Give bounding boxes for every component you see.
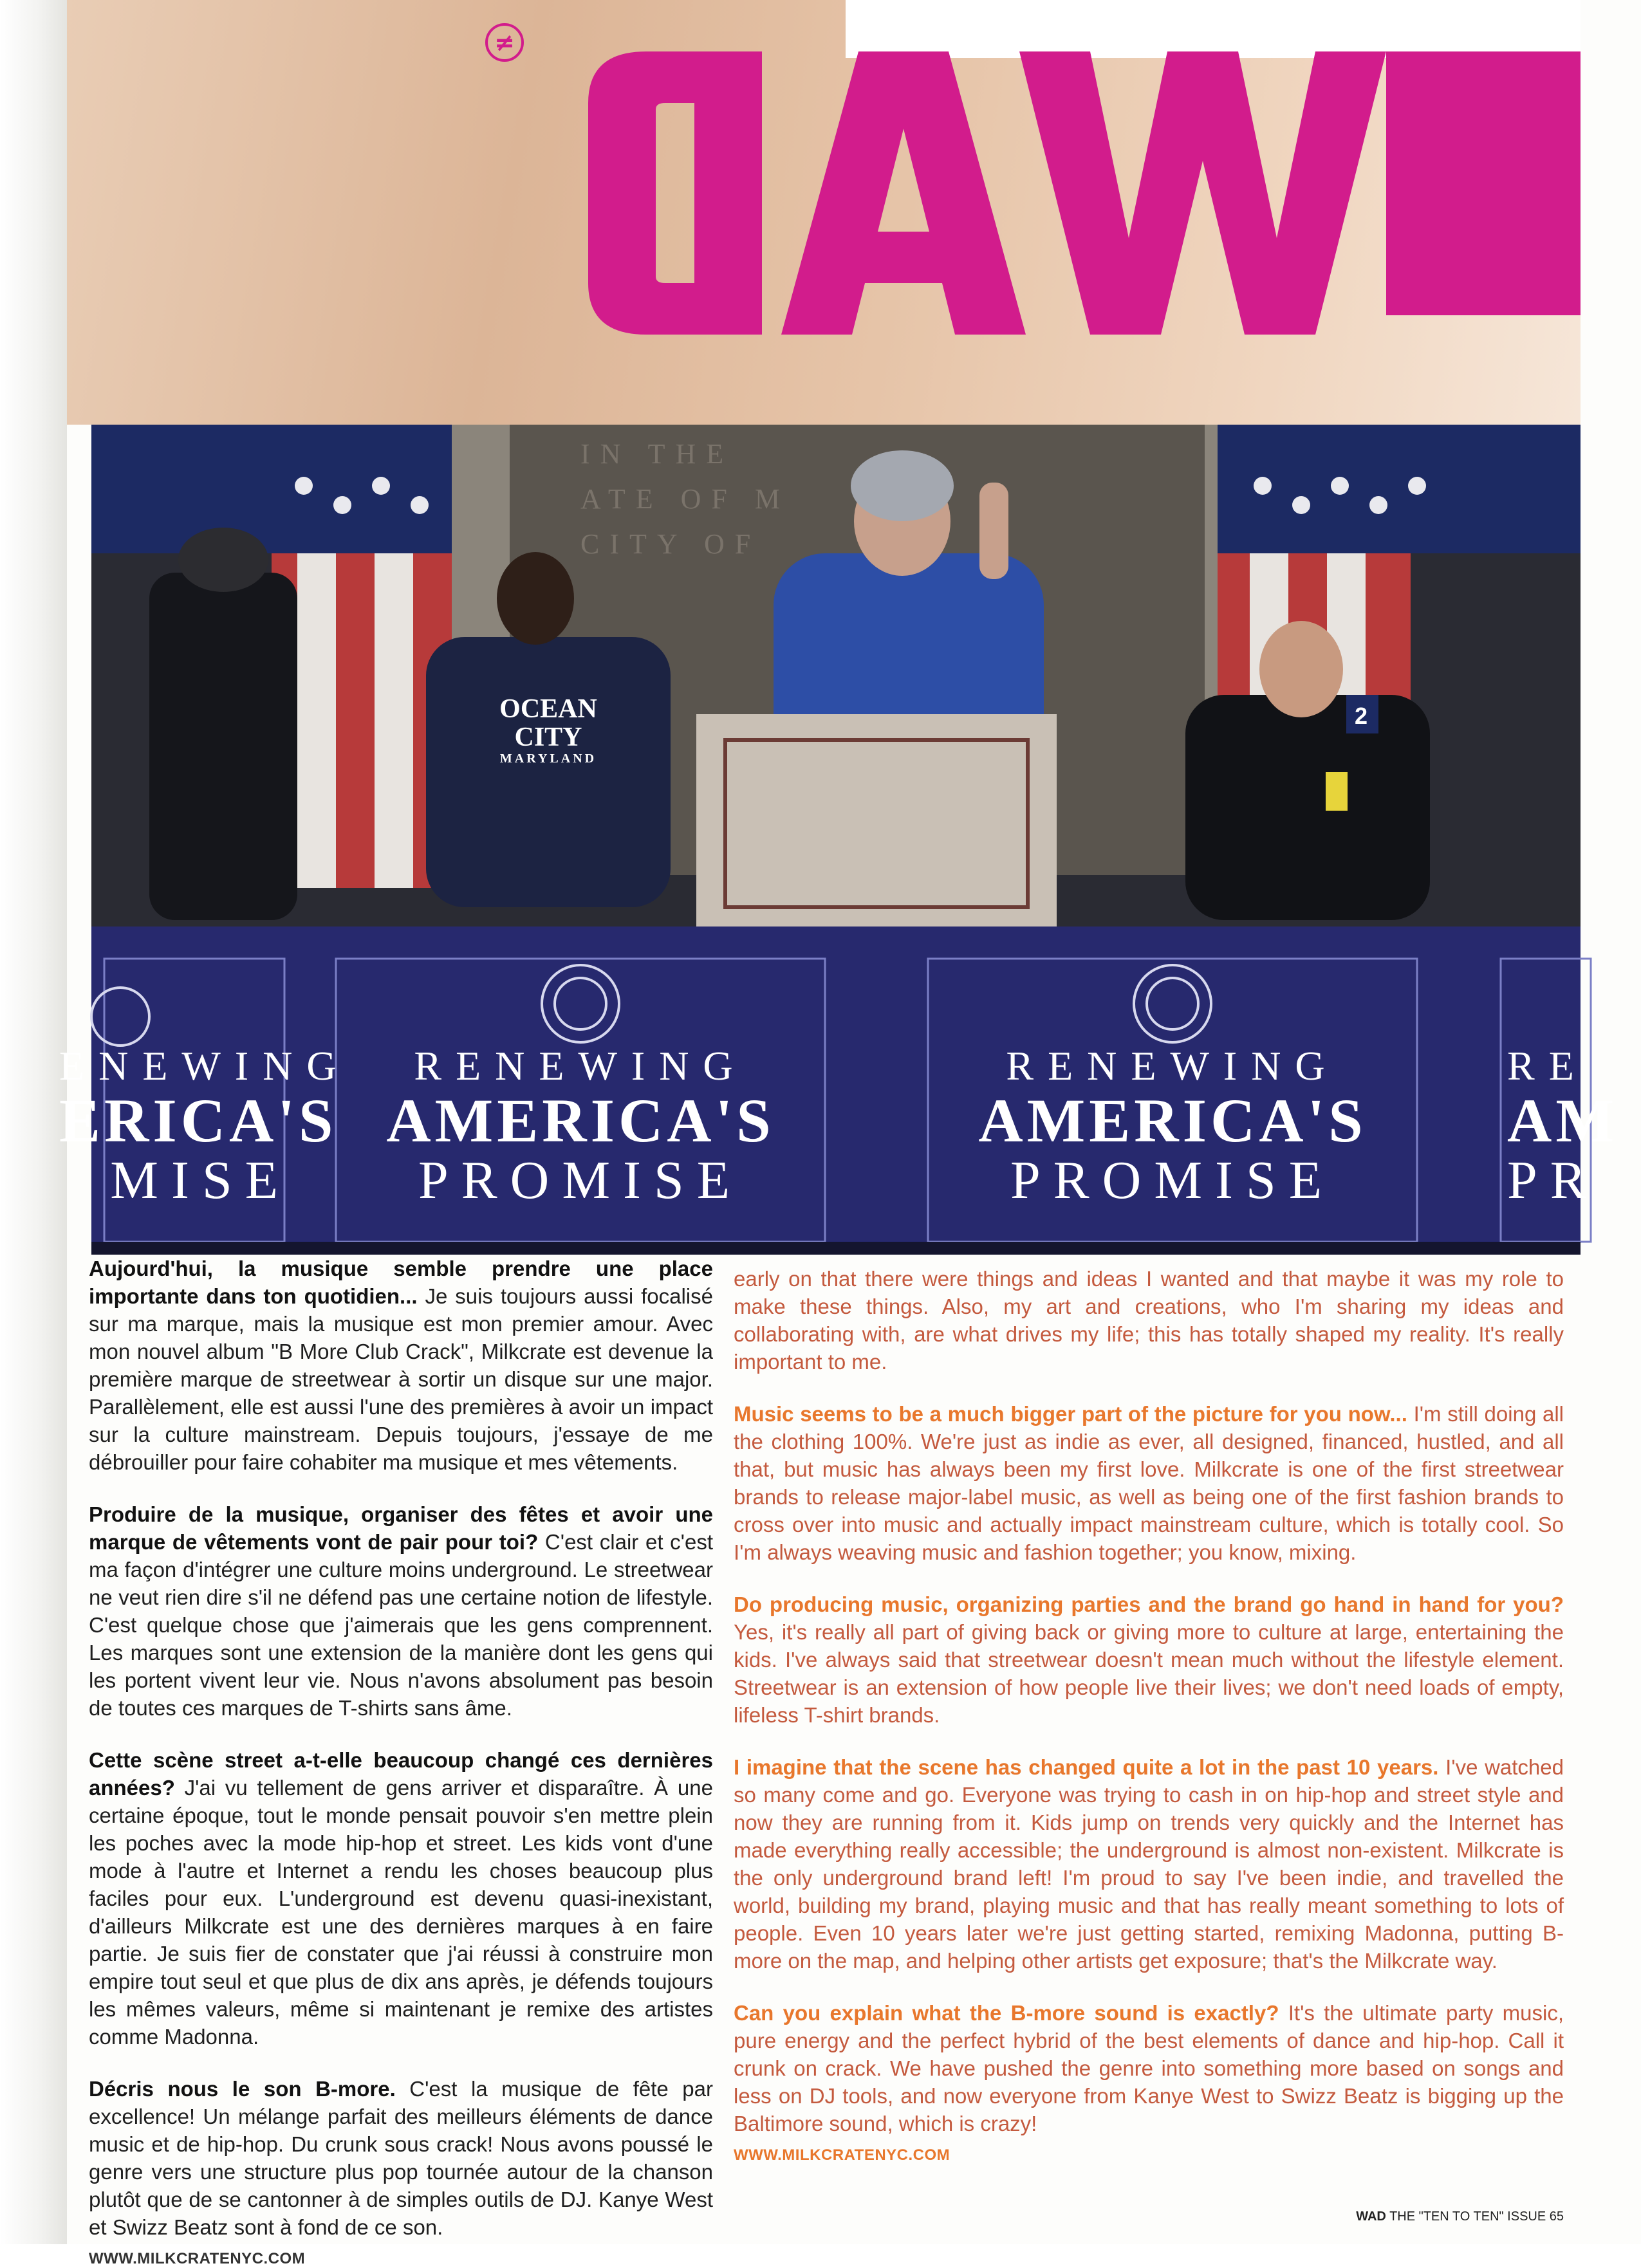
mic-flag-number: 2: [1355, 703, 1368, 729]
interview-answer: C'est clair et c'est ma façon d'intégrer une culture moins underground. Le streetwear ne veut rien dire s'il ne défend pas une certaine notion de lifestyle. C'est quelque chose que j'aimerais que les gens comprennent. Les marques sont une extension de la manière dont les gens qui les portent vivent leur vie. Nous n'avons absolument pas besoin de toutes ces marques de T-shirts sans âme.: [89, 1530, 713, 1720]
interview-section: [734, 1590, 1564, 1729]
article-column-french: [89, 1255, 714, 2267]
interview-answer: It's the ultimate party music, pure energy and the perfect hybrid of the best elements of dance and hip-hop. Call it crunk on crack. We have pushed the genre into something more based on songs and less on DJ tools, and now everyone from Kanye West to Swizz Beatz is bigging up the Baltimore sound, which is crazy!: [734, 2001, 1564, 2135]
interview-question: Music seems to be a much bigger part of the picture for you now...: [734, 1402, 1407, 1426]
interview-question: Décris nous le son B-more.: [89, 2077, 396, 2101]
wad-logo-mirrored-letters: [569, 26, 1581, 341]
interview-section: [89, 2075, 713, 2241]
interview-question: Do producing music, organizing parties and the brand go hand in hand for you?: [734, 1592, 1564, 1616]
interview-answer: I'm still doing all the clothing 100%. We're just as indie as ever, all designed, financed, hustled, and all that, but music has always been my first love. Milkcrate is one of the first streetwear brands to release major-label music, as well as being one of the first fashion brands to cross over into music and actually impact mainstream culture, which is totally cool. So I'm always weaving music and fashion together; you know, mixing.: [734, 1402, 1564, 1564]
registered-mark-icon: ≠: [485, 23, 524, 62]
wall-engraving-line: CITY OF: [580, 528, 761, 560]
interview-question: Aujourd'hui, la musique semble prendre une place importante dans ton quotidien...: [89, 1257, 713, 1308]
interview-section: [89, 1255, 713, 1476]
interview-section: [89, 1500, 713, 1722]
interview-question: I imagine that the scene has changed quite a lot in the past 10 years.: [734, 1755, 1439, 1779]
wall-engraving-line: ATE OF M: [580, 483, 791, 515]
article-column-english: [734, 1255, 1564, 2164]
banner-panel-main: RENEWING AMERICA'S PROMISE: [386, 1043, 775, 1210]
interview-answer: Yes, it's really all part of giving back or giving more to culture at large, entertaining the kids. I've always said that streetwear doesn't mean much without the lifestyle element. Streetwear is an extension of how people live their lives; we don't need loads of empty, lifeless T-shirt brands.: [734, 1620, 1564, 1727]
interview-section: [734, 1999, 1564, 2137]
interview-answer: J'ai vu tellement de gens arriver et disparaître. À une certaine époque, tout le monde pensait pouvoir s'en mettre plein les poches avec la mode hip-hop et street. Les kids vont d'une mode à l'autre et Internet a rendu les choses beaucoup plus faciles pour eux. L'underground est devenu quasi-inexistant, d'ailleurs Milkcrate est une des dernières marques à en faire partie. Je suis fier de constater que j'ai réussi à construire mon empire tout seul et que plus de dix ans après, je défends toujours les mêmes valeurs, même si maintenant je remixe des artistes comme Madonna.: [89, 1776, 713, 2049]
page-binding-edge: [0, 0, 67, 2244]
interview-question: Cette scène street a-t-elle beaucoup changé ces dernières années?: [89, 1748, 713, 1800]
interview-answer: I've watched so many come and go. Everyone was trying to cash in on hip-hop and street style and now they are running from it. Kids jump on trends very quickly and the Internet has made everything really accessible; the underground is almost non-existent. Milkcrate is the only underground brand left! I'm proud to say I've been indie, and travelled the world, building my brand, playing music and that has really meant something to lots of people. Even 10 years later we're just getting started, remixing Madonna, putting B-more on the map, and helping other artists get exposure; that's the Milkcrate way.: [734, 1755, 1564, 1973]
interview-section: [89, 1746, 713, 2051]
interview-answer: Je suis toujours aussi focalisé sur ma marque, mais la musique est mon premier amour. Avec mon nouvel album "B More Club Crack", Milkcrate est devenue la première marque de streetwear à sortir un disque sur une major. Parallèlement, elle est aussi l'une des premières à avoir un impact sur la culture mainstream. Depuis toujours, j'essaye de me débrouiller pour faire cohabiter ma musique et mes vêtements.: [89, 1284, 713, 1474]
banner-panel-cropped-left: ENEWING ERICA'S MISE: [59, 1043, 351, 1210]
interview-intro-continued: early on that there were things and ideas I wanted and that maybe it was my role to make these things. Also, my art and creations, who I'm sharing my ideas and collaborating with, are what drives my life; this has totally shaped my reality. It's really important to me.: [734, 1267, 1564, 1374]
banner-panel-main: RENEWING AMERICA'S PROMISE: [978, 1043, 1367, 1210]
wall-engraving-line: IN THE: [580, 438, 734, 470]
interview-section: [734, 1753, 1564, 1975]
magazine-header: [67, 0, 1581, 425]
footer-brand: WAD: [1356, 2209, 1386, 2224]
footer-issue-label: THE "TEN TO TEN" ISSUE 65: [1389, 2209, 1564, 2224]
interview-question: Can you explain what the B-more sound is exactly?: [734, 2001, 1279, 2025]
event-photo: [59, 425, 1618, 1255]
milkcrate-website-link[interactable]: WWW.MILKCRATENYC.COM: [734, 2146, 950, 2164]
hoodie-print-line2: MARYLAND: [499, 751, 597, 766]
interview-answer: C'est la musique de fête par excellence! Un mélange parfait des meilleurs éléments de dance music et de hip-hop. Du crunk sous crack! Nous avons poussé le genre vers une structure plus pop tournée autour de la chanson plutôt que de se cantonner à de simples outils de DJ. Kanye West et Swizz Beatz sont à fond de ce son.: [89, 2077, 714, 2239]
hoodie-print-line1: OCEAN CITY: [499, 694, 597, 752]
interview-question: Produire de la musique, organiser des fêtes et avoir une marque de vêtements vont de pair pour toi?: [89, 1502, 713, 1554]
banner-panel-cropped-right: RE AM PR: [1507, 1043, 1618, 1210]
page-footer: [1356, 2209, 1564, 2224]
wad-logo: [569, 26, 1581, 341]
milkcrate-website-link[interactable]: WWW.MILKCRATENYC.COM: [89, 2250, 306, 2267]
interview-section: [734, 1400, 1564, 1566]
hoodie-print: [477, 695, 619, 766]
